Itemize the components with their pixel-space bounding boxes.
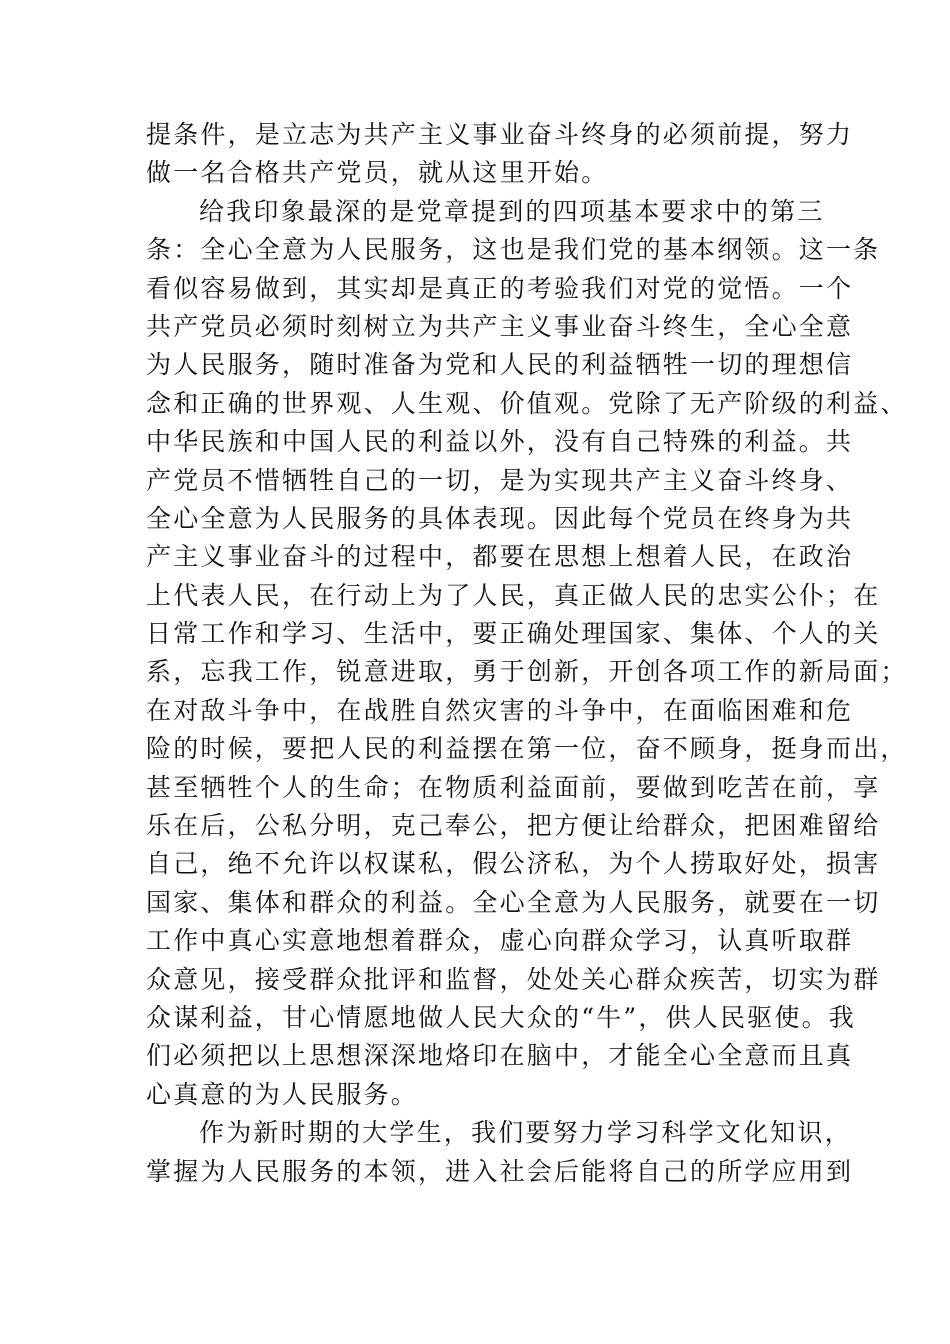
text-line: 系，忘我工作，锐意进取，勇于创新，开创各项工作的新局面； [146,657,908,687]
text-line: 全心全意为人民服务的具体表现。因此每个党员在终身为共 [146,503,854,533]
text-line: 产主义事业奋斗的过程中，都要在思想上想着人民，在政治 [146,542,854,572]
text-line: 们必须把以上思想深深地烙印在脑中，才能全心全意而且真 [146,1041,854,1071]
text-line: 众谋利益，甘心情愿地做人民大众的“牛”，供人民驱使。我 [146,1002,856,1032]
text-line: 为人民服务，随时准备为党和人民的利益牺牲一切的理想信 [146,350,854,380]
text-line: 心真意的为人民服务。 [146,1079,419,1109]
text-line: 条：全心全意为人民服务，这也是我们党的基本纲领。这一条 [146,235,881,265]
paragraph-start-line: 给我印象最深的是党章提到的四项基本要求中的第三 [199,196,825,226]
text-line: 看似容易做到，其实却是真正的考验我们对党的觉悟。一个 [146,273,854,303]
text-line: 共产党员必须时刻树立为共产主义事业奋斗终生，全心全意 [146,311,854,341]
text-line: 险的时候，要把人民的利益摆在第一位，奋不顾身，挺身而出， [146,734,908,764]
text-line: 在对敌斗争中，在战胜自然灾害的斗争中，在面临困难和危 [146,695,854,725]
text-line: 甚至牺牲个人的生命；在物质利益面前，要做到吃苦在前，享 [146,772,881,802]
text-line: 提条件，是立志为共产主义事业奋斗终身的必须前提，努力 [146,120,854,149]
text-line: 国家、集体和群众的利益。全心全意为人民服务，就要在一切 [146,887,881,917]
text-line: 念和正确的世界观、人生观、价值观。党除了无产阶级的利益、 [146,388,908,418]
text-line: 产党员不惜牺牲自己的一切，是为实现共产主义奋斗终身、 [146,465,854,495]
text-line: 自己，绝不允许以权谋私，假公济私，为个人捞取好处，损害 [146,849,881,879]
text-line: 日常工作和学习、生活中，要正确处理国家、集体、个人的关 [146,619,881,649]
text-line: 中华民族和中国人民的利益以外，没有自己特殊的利益。共 [146,427,854,457]
body-text [146,116,908,1191]
text-line: 乐在后，公私分明，克己奉公，把方便让给群众，把困难留给 [146,811,881,841]
text-line: 上代表人民，在行动上为了人民，真正做人民的忠实公仆；在 [146,580,881,610]
paragraph-start-line: 作为新时期的大学生，我们要努力学习科学文化知识， [199,1118,852,1148]
text-line: 工作中真心实意地想着群众，虚心向群众学习，认真听取群 [146,926,854,956]
text-line: 众意见，接受群众批评和监督，处处关心群众疾苦，切实为群 [146,964,881,994]
text-line: 做一名合格共产党员，就从这里开始。 [146,158,609,188]
text-line: 掌握为人民服务的本领，进入社会后能将自己的所学应用到 [146,1156,854,1186]
